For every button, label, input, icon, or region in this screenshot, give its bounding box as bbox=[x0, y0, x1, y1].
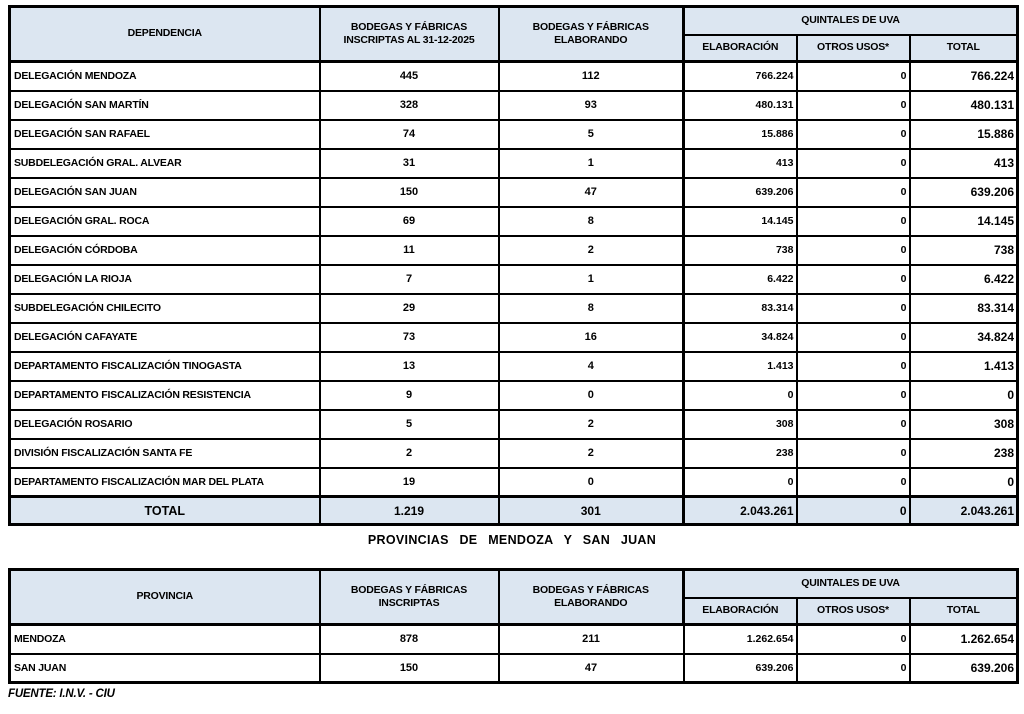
cell-inscriptas: 5 bbox=[320, 410, 499, 439]
cell-elaborando: 211 bbox=[499, 625, 684, 654]
dependencias-table-section bbox=[8, 5, 1016, 526]
cell-elaborando: 1 bbox=[499, 265, 684, 294]
cell-dependencia: DELEGACIÓN ROSARIO bbox=[10, 410, 320, 439]
table-row bbox=[10, 265, 1018, 294]
col-group-header-quintales-2: QUINTALES DE UVA bbox=[684, 570, 1018, 598]
table-row bbox=[10, 468, 1018, 497]
cell-total: 15.886 bbox=[910, 120, 1018, 149]
cell-total: 6.422 bbox=[910, 265, 1018, 294]
cell-elaboracion: 639.206 bbox=[684, 178, 797, 207]
total-elaborando: 301 bbox=[499, 497, 684, 525]
cell-otros-usos: 0 bbox=[797, 236, 910, 265]
cell-otros-usos: 0 bbox=[797, 323, 910, 352]
cell-total: 14.145 bbox=[910, 207, 1018, 236]
cell-total: 83.314 bbox=[910, 294, 1018, 323]
total-inscriptas: 1.219 bbox=[320, 497, 499, 525]
col-header-total: TOTAL bbox=[910, 35, 1018, 62]
cell-elaborando: 8 bbox=[499, 207, 684, 236]
cell-elaboracion: 413 bbox=[684, 149, 797, 178]
provincias-table bbox=[8, 568, 1019, 684]
cell-otros-usos: 0 bbox=[797, 381, 910, 410]
cell-inscriptas: 7 bbox=[320, 265, 499, 294]
section-title: PROVINCIAS DE MENDOZA Y SAN JUAN bbox=[367, 533, 657, 547]
cell-elaboracion: 639.206 bbox=[684, 654, 797, 683]
provincias-table-header bbox=[10, 570, 1018, 625]
cell-dependencia: DEPARTAMENTO FISCALIZACIÓN RESISTENCIA bbox=[10, 381, 320, 410]
cell-elaborando: 4 bbox=[499, 352, 684, 381]
cell-elaborando: 5 bbox=[499, 120, 684, 149]
cell-total: 1.262.654 bbox=[910, 625, 1018, 654]
dependencias-table bbox=[8, 5, 1019, 526]
cell-otros-usos: 0 bbox=[797, 178, 910, 207]
cell-dependencia: DELEGACIÓN CAFAYATE bbox=[10, 323, 320, 352]
col-group-header-quintales: QUINTALES DE UVA bbox=[684, 7, 1018, 35]
col-header-inscriptas-2: BODEGAS Y FÁBRICAS INSCRIPTAS bbox=[320, 570, 499, 625]
cell-elaboracion: 0 bbox=[684, 381, 797, 410]
cell-elaborando: 0 bbox=[499, 381, 684, 410]
table-row bbox=[10, 178, 1018, 207]
col-header-otros-usos-2: OTROS USOS* bbox=[797, 598, 910, 625]
cell-total: 738 bbox=[910, 236, 1018, 265]
cell-dependencia: DIVISIÓN FISCALIZACIÓN SANTA FE bbox=[10, 439, 320, 468]
table-row bbox=[10, 62, 1018, 91]
table-row bbox=[10, 149, 1018, 178]
cell-elaboracion: 6.422 bbox=[684, 265, 797, 294]
col-header-elaborando: BODEGAS Y FÁBRICAS ELABORANDO bbox=[499, 7, 684, 62]
provincias-table-body bbox=[10, 625, 1018, 683]
cell-dependencia: DEPARTAMENTO FISCALIZACIÓN MAR DEL PLATA bbox=[10, 468, 320, 497]
cell-dependencia: DELEGACIÓN SAN JUAN bbox=[10, 178, 320, 207]
cell-inscriptas: 328 bbox=[320, 91, 499, 120]
cell-total: 639.206 bbox=[910, 654, 1018, 683]
total-label: TOTAL bbox=[10, 497, 320, 525]
cell-otros-usos: 0 bbox=[797, 120, 910, 149]
total-elaboracion: 2.043.261 bbox=[684, 497, 797, 525]
cell-elaboracion: 34.824 bbox=[684, 323, 797, 352]
cell-elaborando: 93 bbox=[499, 91, 684, 120]
cell-total: 413 bbox=[910, 149, 1018, 178]
cell-dependencia: DELEGACIÓN CÓRDOBA bbox=[10, 236, 320, 265]
cell-dependencia: SAN JUAN bbox=[10, 654, 320, 683]
cell-otros-usos: 0 bbox=[797, 149, 910, 178]
cell-elaborando: 2 bbox=[499, 410, 684, 439]
cell-otros-usos: 0 bbox=[797, 62, 910, 91]
cell-total: 480.131 bbox=[910, 91, 1018, 120]
cell-inscriptas: 74 bbox=[320, 120, 499, 149]
table-row bbox=[10, 410, 1018, 439]
table-row bbox=[10, 625, 1018, 654]
col-header-inscriptas: BODEGAS Y FÁBRICAS INSCRIPTAS AL 31-12-2025 bbox=[320, 7, 499, 62]
col-header-elaboracion-2: ELABORACIÓN bbox=[684, 598, 797, 625]
cell-total: 1.413 bbox=[910, 352, 1018, 381]
cell-elaboracion: 308 bbox=[684, 410, 797, 439]
cell-total: 766.224 bbox=[910, 62, 1018, 91]
col-header-provincia: PROVINCIA bbox=[10, 570, 320, 625]
cell-inscriptas: 69 bbox=[320, 207, 499, 236]
cell-otros-usos: 0 bbox=[797, 91, 910, 120]
cell-inscriptas: 31 bbox=[320, 149, 499, 178]
cell-inscriptas: 9 bbox=[320, 381, 499, 410]
cell-total: 238 bbox=[910, 439, 1018, 468]
col-header-elaboracion: ELABORACIÓN bbox=[684, 35, 797, 62]
col-header-otros-usos: OTROS USOS* bbox=[797, 35, 910, 62]
table-row bbox=[10, 381, 1018, 410]
cell-elaboracion: 238 bbox=[684, 439, 797, 468]
cell-dependencia: DEPARTAMENTO FISCALIZACIÓN TINOGASTA bbox=[10, 352, 320, 381]
cell-elaboracion: 14.145 bbox=[684, 207, 797, 236]
cell-elaboracion: 480.131 bbox=[684, 91, 797, 120]
cell-elaboracion: 83.314 bbox=[684, 294, 797, 323]
cell-elaborando: 2 bbox=[499, 439, 684, 468]
table-row bbox=[10, 120, 1018, 149]
cell-inscriptas: 11 bbox=[320, 236, 499, 265]
cell-inscriptas: 29 bbox=[320, 294, 499, 323]
cell-elaborando: 1 bbox=[499, 149, 684, 178]
cell-dependencia: MENDOZA bbox=[10, 625, 320, 654]
table-row bbox=[10, 91, 1018, 120]
col-header-dependencia: DEPENDENCIA bbox=[10, 7, 320, 62]
cell-total: 34.824 bbox=[910, 323, 1018, 352]
table-row bbox=[10, 439, 1018, 468]
cell-otros-usos: 0 bbox=[797, 352, 910, 381]
cell-otros-usos: 0 bbox=[797, 410, 910, 439]
table-row bbox=[10, 352, 1018, 381]
cell-otros-usos: 0 bbox=[797, 654, 910, 683]
cell-dependencia: SUBDELEGACIÓN CHILECITO bbox=[10, 294, 320, 323]
col-header-elaborando-2: BODEGAS Y FÁBRICAS ELABORANDO bbox=[499, 570, 684, 625]
source-note: FUENTE: I.N.V. - CIU bbox=[8, 688, 115, 700]
cell-otros-usos: 0 bbox=[797, 468, 910, 497]
cell-elaborando: 8 bbox=[499, 294, 684, 323]
cell-total: 0 bbox=[910, 468, 1018, 497]
cell-elaboracion: 1.413 bbox=[684, 352, 797, 381]
cell-elaborando: 2 bbox=[499, 236, 684, 265]
cell-dependencia: DELEGACIÓN GRAL. ROCA bbox=[10, 207, 320, 236]
cell-elaboracion: 738 bbox=[684, 236, 797, 265]
cell-total: 639.206 bbox=[910, 178, 1018, 207]
cell-inscriptas: 150 bbox=[320, 654, 499, 683]
dependencias-table-body bbox=[10, 62, 1018, 497]
table-row bbox=[10, 207, 1018, 236]
cell-otros-usos: 0 bbox=[797, 439, 910, 468]
table-row bbox=[10, 294, 1018, 323]
cell-total: 0 bbox=[910, 381, 1018, 410]
cell-otros-usos: 0 bbox=[797, 207, 910, 236]
cell-inscriptas: 150 bbox=[320, 178, 499, 207]
dependencias-table-header bbox=[10, 7, 1018, 62]
total-quintales: 2.043.261 bbox=[910, 497, 1018, 525]
cell-elaborando: 47 bbox=[499, 178, 684, 207]
cell-elaborando: 47 bbox=[499, 654, 684, 683]
table-row bbox=[10, 236, 1018, 265]
cell-inscriptas: 19 bbox=[320, 468, 499, 497]
cell-elaborando: 112 bbox=[499, 62, 684, 91]
cell-inscriptas: 13 bbox=[320, 352, 499, 381]
total-otros-usos: 0 bbox=[797, 497, 910, 525]
cell-elaborando: 0 bbox=[499, 468, 684, 497]
cell-dependencia: DELEGACIÓN MENDOZA bbox=[10, 62, 320, 91]
cell-elaboracion: 0 bbox=[684, 468, 797, 497]
cell-dependencia: DELEGACIÓN SAN RAFAEL bbox=[10, 120, 320, 149]
total-row bbox=[10, 497, 1018, 525]
cell-elaborando: 16 bbox=[499, 323, 684, 352]
cell-inscriptas: 2 bbox=[320, 439, 499, 468]
cell-elaboracion: 766.224 bbox=[684, 62, 797, 91]
table-row bbox=[10, 323, 1018, 352]
cell-otros-usos: 0 bbox=[797, 265, 910, 294]
table-row bbox=[10, 654, 1018, 683]
cell-dependencia: DELEGACIÓN SAN MARTÍN bbox=[10, 91, 320, 120]
provincias-table-section bbox=[8, 568, 1016, 684]
cell-dependencia: SUBDELEGACIÓN GRAL. ALVEAR bbox=[10, 149, 320, 178]
cell-inscriptas: 878 bbox=[320, 625, 499, 654]
cell-otros-usos: 0 bbox=[797, 625, 910, 654]
cell-total: 308 bbox=[910, 410, 1018, 439]
cell-dependencia: DELEGACIÓN LA RIOJA bbox=[10, 265, 320, 294]
cell-elaboracion: 1.262.654 bbox=[684, 625, 797, 654]
cell-inscriptas: 445 bbox=[320, 62, 499, 91]
cell-otros-usos: 0 bbox=[797, 294, 910, 323]
col-header-total-2: TOTAL bbox=[910, 598, 1018, 625]
cell-elaboracion: 15.886 bbox=[684, 120, 797, 149]
cell-inscriptas: 73 bbox=[320, 323, 499, 352]
